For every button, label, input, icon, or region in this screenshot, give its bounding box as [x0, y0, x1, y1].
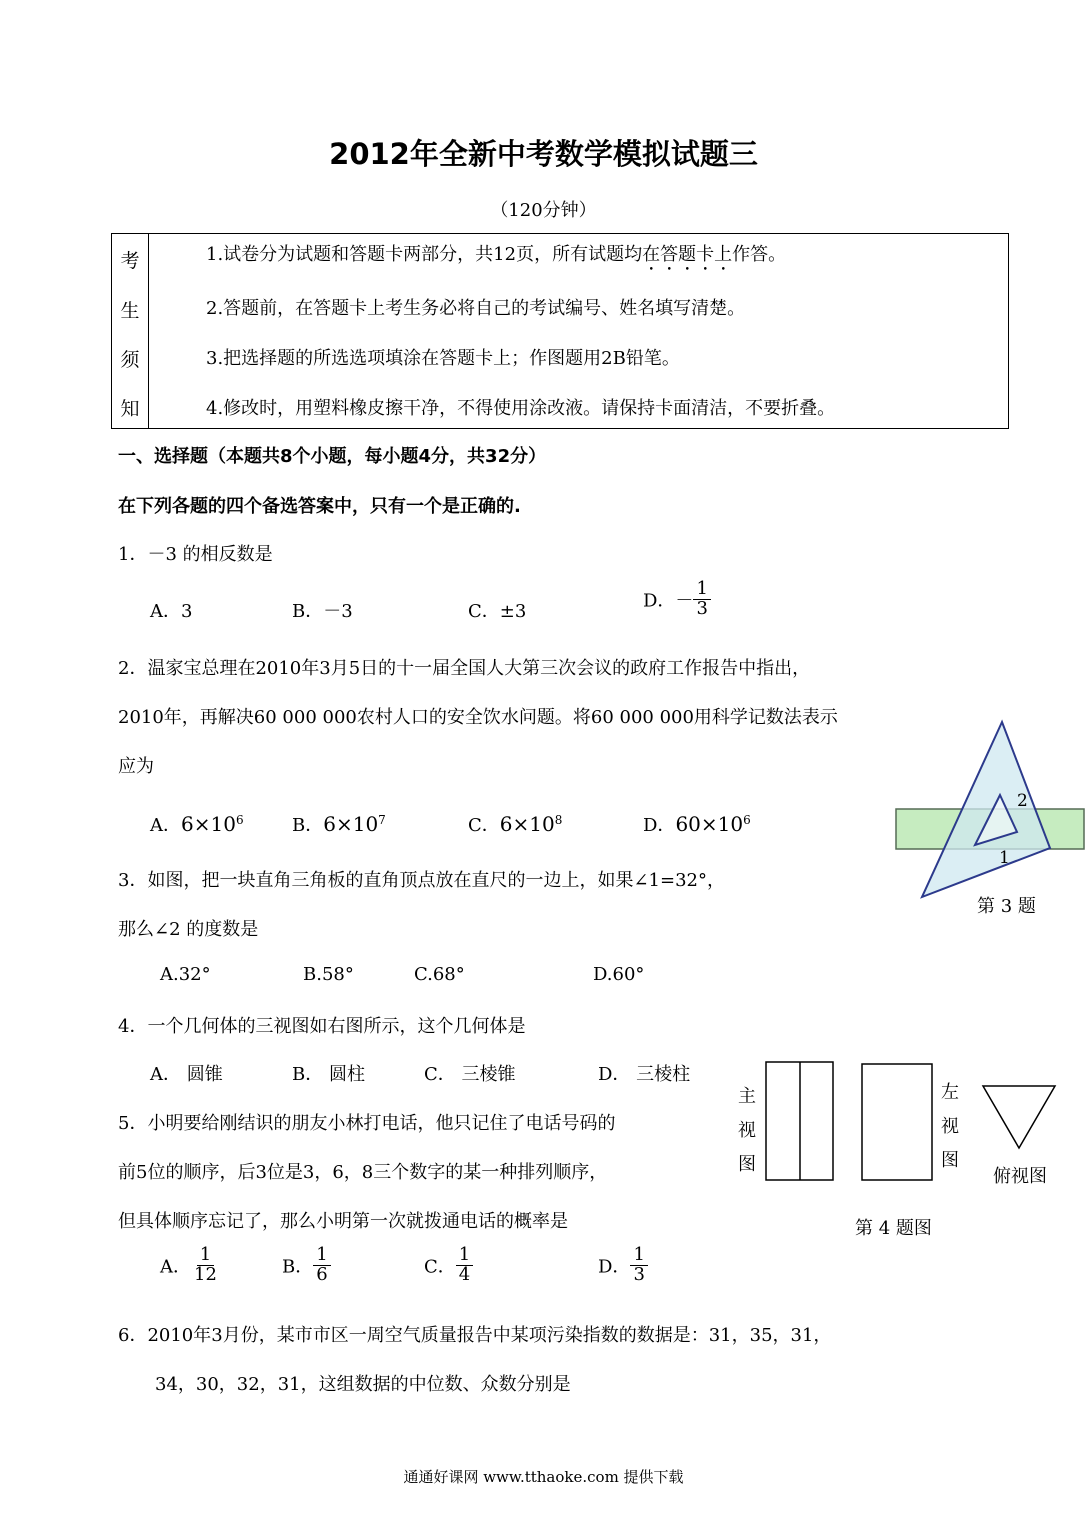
- question-3-line-1: 3．如图，把一块直角三角板的直角顶点放在直尺的一边上，如果∠1=32°，: [118, 870, 725, 891]
- question-4-stem: 4．一个几何体的三视图如右图所示，这个几何体是: [118, 1016, 526, 1037]
- q2-option-c: C．$6\times 10^8$: [468, 812, 563, 836]
- side-view-label: 左 视 图: [941, 1082, 959, 1171]
- exam-duration: （120分钟）: [490, 200, 597, 221]
- q1-option-a: A．3: [150, 601, 193, 622]
- q3-option-a: A.32°: [160, 964, 211, 985]
- q5-option-d: D． $\frac{1}{3}$: [598, 1246, 648, 1285]
- section-heading: 一、选择题（本题共8个小题，每小题4分，共32分）: [118, 446, 547, 467]
- notice-item-2: 2.答题前，在答题卡上考生务必将自己的考试编号、姓名填写清楚。: [206, 298, 746, 319]
- q4-option-a: A． 圆锥: [150, 1064, 223, 1085]
- fraction: $\frac{1}{3}$: [693, 580, 710, 619]
- angle-2-label: 2: [1017, 791, 1028, 811]
- fraction: $\frac{1}{3}$: [630, 1246, 647, 1285]
- angle-1-label: 1: [999, 848, 1010, 868]
- notice-item-1: 1.试卷分为试题和答题卡两部分，共12页，所有试题均在答题卡上作答。: [206, 244, 787, 265]
- question-5-line-3: 但具体顺序忘记了，那么小明第一次就拨通电话的概率是: [118, 1211, 568, 1232]
- top-view-triangle: [983, 1086, 1055, 1148]
- q1-option-b: B．－3: [292, 601, 353, 622]
- q2-option-d: D．$60\times 10^6$: [643, 812, 751, 836]
- fraction: $\frac{1}{12}$: [194, 1244, 217, 1285]
- q1-option-c: C．±3: [468, 601, 527, 622]
- notice-item-3: 3.把选择题的所选选项填涂在答题卡上；作图题用2B铅笔。: [206, 348, 680, 369]
- notice-label-char: 生: [120, 300, 140, 322]
- question-3-line-2: 那么∠2 的度数是: [118, 919, 259, 940]
- question-6-line-1: 6．2010年3月份，某市市区一周空气质量报告中某项污染指数的数据是：31，35，31，: [118, 1325, 832, 1346]
- question-2-line-2: 2010年，再解决60 000 000农村人口的安全饮水问题。将60 000 000用科学记数法表示: [118, 707, 838, 728]
- q2-option-b: B．$6\times 10^7$: [292, 812, 386, 836]
- q3-option-d: D.60°: [593, 964, 645, 985]
- notice-label-char: 考: [120, 250, 140, 272]
- emphasis-text: 在答题卡上: [642, 244, 733, 265]
- q5-option-a: A． $\frac{1}{12}$: [160, 1246, 220, 1285]
- q2-option-a: A．$6\times 10^6$: [150, 812, 244, 836]
- fraction: $\frac{1}{4}$: [456, 1246, 473, 1285]
- notice-label-char: 知: [120, 398, 140, 420]
- top-view-label: 俯视图: [993, 1166, 1047, 1187]
- q3-option-c: C.68°: [414, 964, 465, 985]
- notice-label-char: 须: [120, 349, 140, 371]
- q1-option-d: D．－ $\frac{1}{3}$: [643, 580, 711, 619]
- question-5-line-2: 前5位的顺序，后3位是3，6，8三个数字的某一种排列顺序，: [118, 1162, 608, 1183]
- q4-option-c: C． 三棱锥: [424, 1064, 516, 1085]
- notice-item-4: 4.修改时，用塑料橡皮擦干净，不得使用涂改液。请保持卡面清洁，不要折叠。: [206, 398, 836, 419]
- q4-option-b: B． 圆柱: [292, 1064, 365, 1085]
- fraction: $\frac{1}{6}$: [313, 1246, 330, 1285]
- q4-option-d: D． 三棱柱: [598, 1064, 691, 1085]
- question-6-line-2: 34，30，32，31，这组数据的中位数、众数分别是: [155, 1374, 571, 1395]
- question-5-line-1: 5．小明要给刚结识的朋友小林打电话，他只记住了电话号码的: [118, 1113, 616, 1134]
- front-view-label: 主 视 图: [738, 1086, 756, 1175]
- q4-figure-caption: 第 4 题图: [855, 1218, 932, 1239]
- q5-option-c: C． $\frac{1}{4}$: [424, 1246, 473, 1285]
- question-2-line-1: 2．温家宝总理在2010年3月5日的十一届全国人大第三次会议的政府工作报告中指出，: [118, 658, 811, 679]
- question-1-stem: 1．－3 的相反数是: [118, 544, 273, 565]
- q3-figure-caption: 第 3 题: [977, 896, 1036, 917]
- question-2-line-3: 应为: [118, 756, 154, 777]
- q5-option-b: B． $\frac{1}{6}$: [282, 1246, 331, 1285]
- section-instruction: 在下列各题的四个备选答案中，只有一个是正确的.: [118, 496, 521, 517]
- page-footer: 通通好课网 www.tthaoke.com 提供下载: [403, 1468, 684, 1486]
- side-view-rect: [862, 1064, 932, 1180]
- page-title: 2012年全新中考数学模拟试题三: [329, 137, 758, 171]
- q3-option-b: B.58°: [303, 964, 354, 985]
